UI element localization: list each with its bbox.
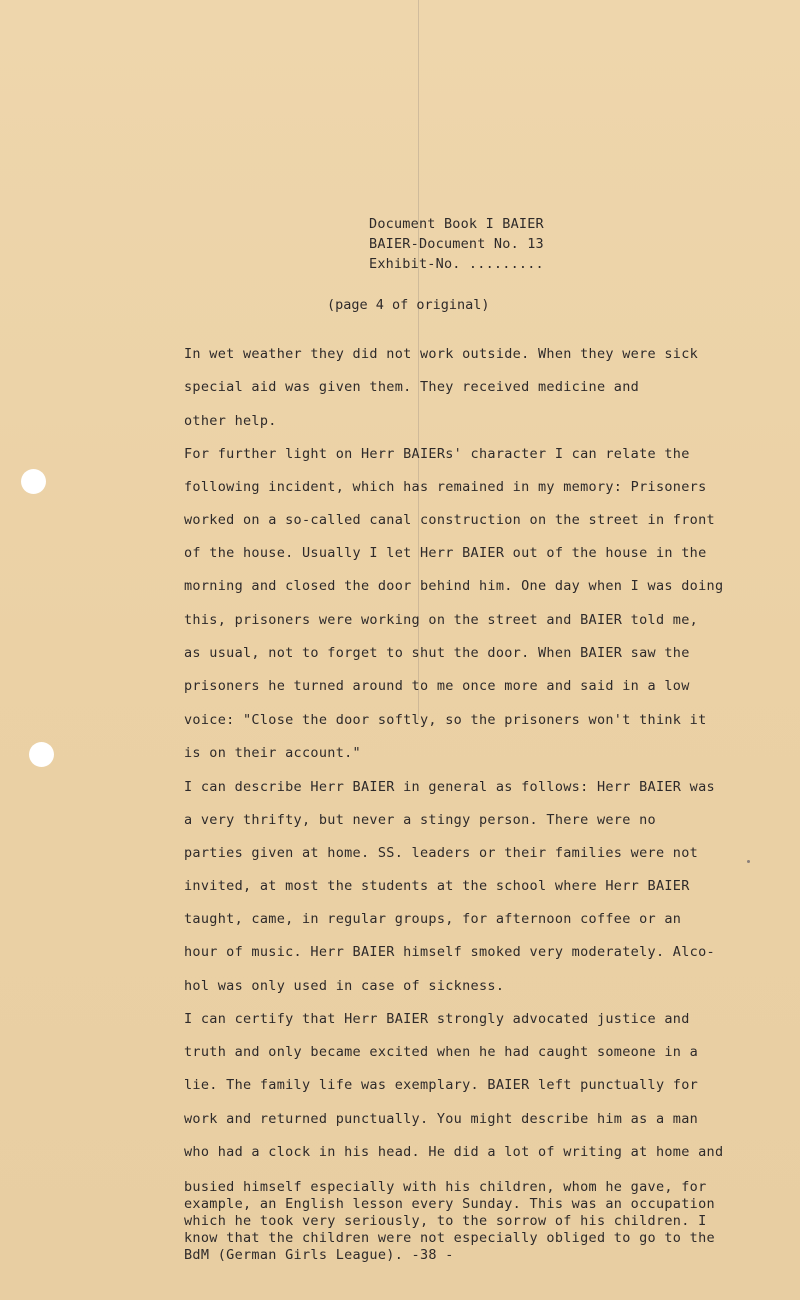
text-line: I can describe Herr BAIER in general as follows: Herr BAIER was [184, 779, 715, 795]
text-line: parties given at home. SS. leaders or their families were not [184, 845, 699, 861]
text-line: example, an English lesson every Sunday. This was an occupation [184, 1196, 715, 1212]
document-header [369, 214, 544, 274]
paper-speck [747, 860, 750, 863]
text-line: hour of music. Herr BAIER himself smoked very moderately. Alco- [184, 944, 715, 960]
text-line: work and returned punctually. You might describe him as a man [184, 1111, 699, 1127]
text-line: lie. The family life was exemplary. BAIER left punctually for [184, 1077, 699, 1093]
text-line: special aid was given them. They received medicine and [184, 379, 640, 395]
text-line: For further light on Herr BAIERs' character I can relate the [184, 446, 690, 462]
punch-hole-upper [21, 469, 46, 494]
text-line: In wet weather they did not work outside. When they were sick [184, 346, 699, 362]
text-line: voice: "Close the door softly, so the prisoners won't think it [184, 712, 707, 728]
text-line: as usual, not to forget to shut the door. When BAIER saw the [184, 645, 690, 661]
text-line: who had a clock in his head. He did a lot of writing at home and [184, 1144, 724, 1160]
header-exhibit-number: Exhibit-No. ......... [369, 256, 544, 272]
header-document-book: Document Book I BAIER [369, 216, 544, 232]
text-line: busied himself especially with his children, whom he gave, for [184, 1179, 707, 1195]
text-line: a very thrifty, but never a stingy person. There were no [184, 812, 656, 828]
text-line: BdM (German Girls League). -38 - [184, 1247, 454, 1263]
text-line: taught, came, in regular groups, for afternoon coffee or an [184, 911, 682, 927]
text-line: invited, at most the students at the school where Herr BAIER [184, 878, 690, 894]
header-document-number: BAIER-Document No. 13 [369, 236, 544, 252]
text-line: which he took very seriously, to the sorrow of his children. I [184, 1213, 707, 1229]
text-line: following incident, which has remained in my memory: Prisoners [184, 479, 707, 495]
text-line: is on their account." [184, 745, 361, 761]
text-line: hol was only used in case of sickness. [184, 978, 505, 994]
text-line: other help. [184, 413, 277, 429]
text-line: truth and only became excited when he had caught someone in a [184, 1044, 699, 1060]
punch-hole-lower [29, 742, 54, 767]
page-reference: (page 4 of original) [327, 297, 490, 313]
text-line: this, prisoners were working on the street and BAIER told me, [184, 612, 699, 628]
text-line: prisoners he turned around to me once more and said in a low [184, 678, 690, 694]
text-line: I can certify that Herr BAIER strongly advocated justice and [184, 1011, 690, 1027]
text-line: of the house. Usually I let Herr BAIER out of the house in the [184, 545, 707, 561]
text-line: morning and closed the door behind him. One day when I was doing [184, 578, 724, 594]
text-line: worked on a so-called canal construction on the street in front [184, 512, 715, 528]
text-line: know that the children were not especially obliged to go to the [184, 1230, 715, 1246]
